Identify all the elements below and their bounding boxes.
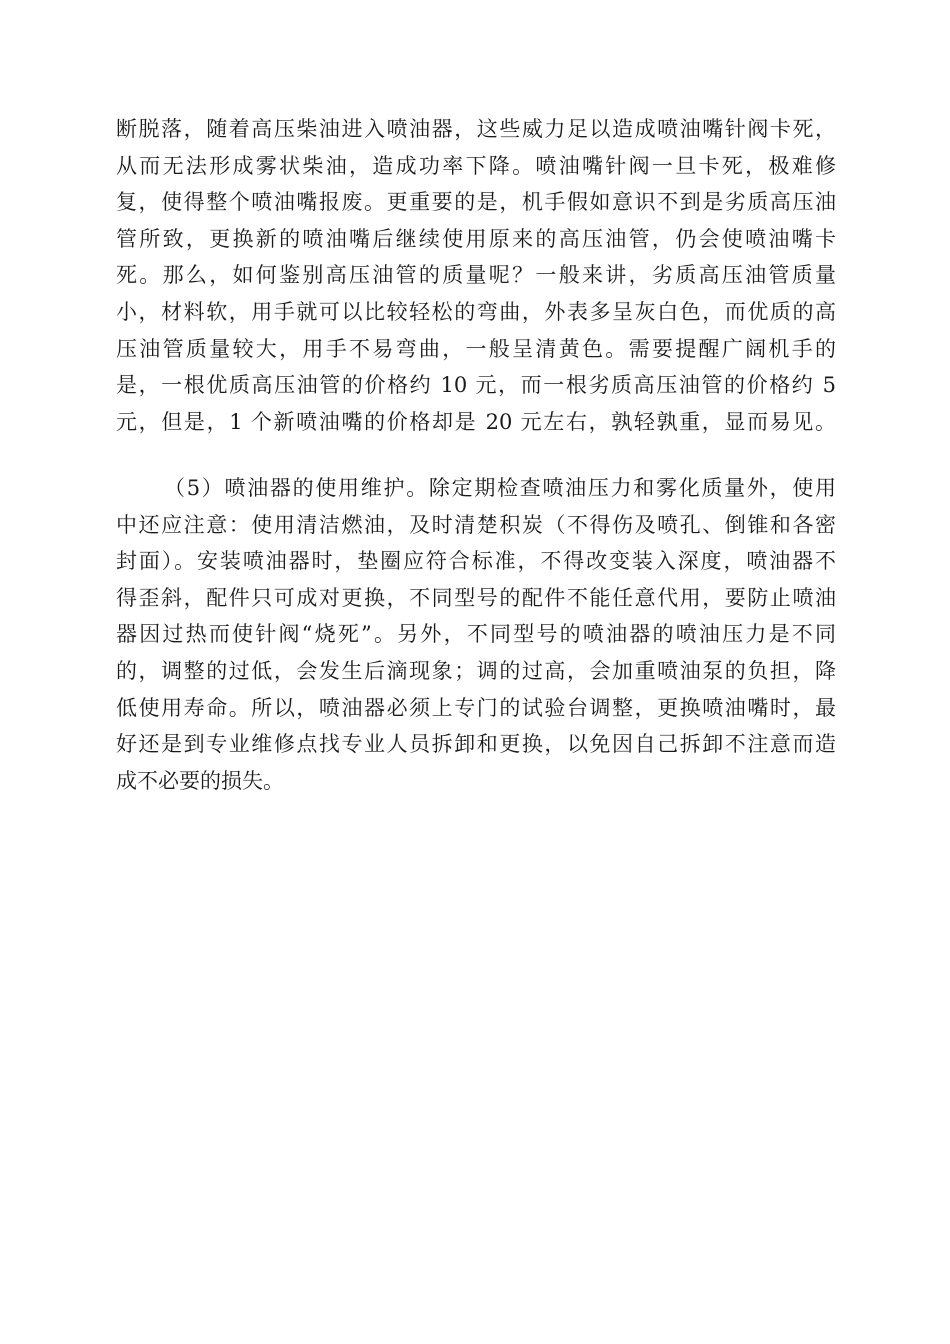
paragraph-high-pressure-pipe — [116, 111, 836, 440]
text-line: 断脱落，随着高压柴油进入喷油器，这些威力足以造成喷油嘴针阀卡死， — [116, 117, 836, 141]
text-line: 器因过热而使针阀“烧死”。另外，不同型号的喷油器的喷油压力是不同 — [116, 622, 836, 647]
text-line: 管所致，更换新的喷油嘴后继续使用原来的高压油管，仍会使喷油嘴卡 — [116, 226, 836, 251]
text-line: （5）喷油器的使用维护。除定期检查喷油压力和雾化质量外，使用 — [164, 476, 836, 500]
text-line: 小，材料软，用手就可以比较轻松的弯曲，外表多呈灰白色，而优质的高 — [116, 299, 836, 324]
text-line: 封面）。安装喷油器时，垫圈应符合标准，不得改变装入深度，喷油器不 — [116, 549, 836, 574]
text-line: 成不必要的损失。 — [116, 768, 284, 793]
text-line: 低使用寿命。所以，喷油器必须上专门的试验台调整，更换喷油嘴时，最 — [116, 695, 836, 720]
text-line: 得歪斜，配件只可成对更换，不同型号的配件不能任意代用，要防止喷油 — [116, 585, 836, 610]
text-line: 是，一根优质高压油管的价格约 10 元，而一根劣质高压油管的价格约 5 — [116, 373, 836, 398]
text-line: 好还是到专业维修点找专业人员拆卸和更换，以免因自己拆卸不注意而造 — [116, 732, 836, 757]
text-line: 从而无法形成雾状柴油，造成功率下降。喷油嘴针阀一旦卡死，极难修 — [116, 153, 836, 178]
text-line: 元，但是，1 个新喷油嘴的价格却是 20 元左右，孰轻孰重，显而易见。 — [116, 409, 836, 434]
text-line: 死。那么，如何鉴别高压油管的质量呢？一般来讲，劣质高压油管质量 — [116, 263, 836, 288]
text-line: 复，使得整个喷油嘴报废。更重要的是，机手假如意识不到是劣质高压油 — [116, 190, 836, 215]
text-line: 中还应注意：使用清洁燃油，及时清楚积炭（不得伤及喷孔、倒锥和各密 — [116, 512, 836, 537]
text-line: 压油管质量较大，用手不易弯曲，一般呈清黄色。需要提醒广阔机手的 — [116, 336, 836, 361]
paragraph-injector-maintenance — [116, 470, 836, 799]
text-line: 的，调整的过低，会发生后滴现象；调的过高，会加重喷油泵的负担，降 — [116, 658, 836, 683]
